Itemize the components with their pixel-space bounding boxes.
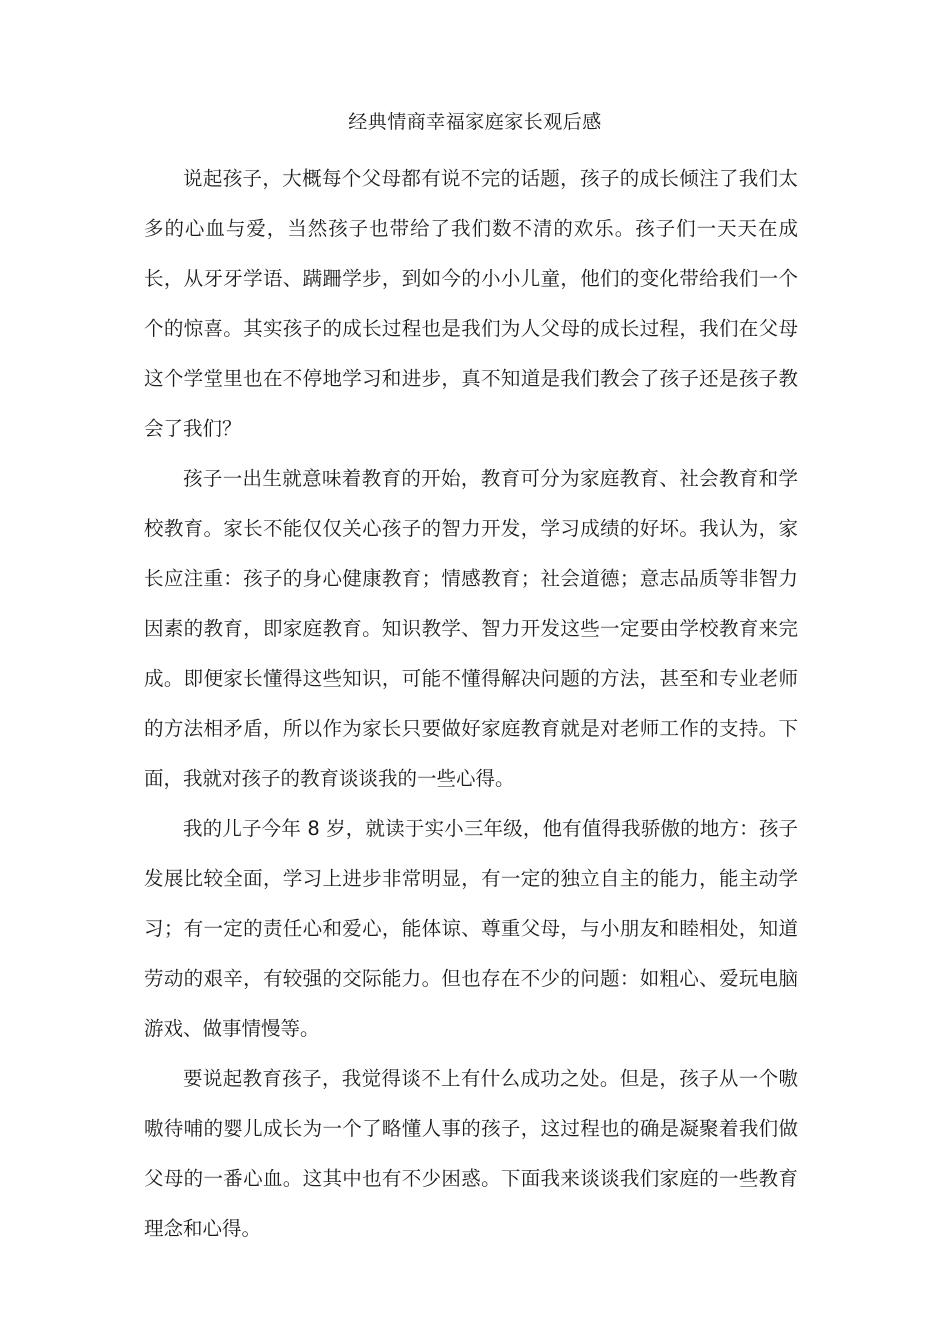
document-body xyxy=(144,154,798,1254)
document-title: 经典情商幸福家庭家长观后感 xyxy=(348,111,602,133)
paragraph-1: 说起孩子，大概每个父母都有说不完的话题，孩子的成长倾注了我们太多的心血与爱，当然孩子也带给了我们数不清的欢乐。孩子们一天天在成长，从牙牙学语、蹒跚学步，到如今的小小儿童，他们的变化带给我们一个个的惊喜。其实孩子的成长过程也是我们为人父母的成长过程，我们在父母这个学堂里也在不停地学习和进步，真不知道是我们教会了孩子还是孩子教会了我们？ xyxy=(144,167,798,440)
paragraph-2: 孩子一出生就意味着教育的开始，教育可分为家庭教育、社会教育和学校教育。家长不能仅仅关心孩子的智力开发，学习成绩的好坏。我认为，家长应注重：孩子的身心健康教育；情感教育；社会道德；意志品质等非智力因素的教育，即家庭教育。知识教学、智力开发这些一定要由学校教育来完成。即便家长懂得这些知识，可能不懂得解决问题的方法，甚至和专业老师的方法相矛盾，所以作为家长只要做好家庭教育就是对老师工作的支持。下面，我就对孩子的教育谈谈我的一些心得。 xyxy=(144,467,798,790)
paragraph-3: 我的儿子今年 8 岁，就读于实小三年级，他有值得我骄傲的地方：孩子发展比较全面，学习上进步非常明显，有一定的独立自主的能力，能主动学习；有一定的责任心和爱心，能体谅、尊重父母，与小朋友和睦相处，知道劳动的艰辛，有较强的交际能力。但也存在不少的问题：如粗心、爱玩电脑游戏、做事情慢等。 xyxy=(144,817,798,1040)
paragraph-4: 要说起教育孩子，我觉得谈不上有什么成功之处。但是，孩子从一个嗷嗷待哺的婴儿成长为一个了略懂人事的孩子，这过程也的确是凝聚着我们做父母的一番心血。这其中也有不少困惑。下面我来谈谈我们家庭的一些教育理念和心得。 xyxy=(144,1067,798,1240)
